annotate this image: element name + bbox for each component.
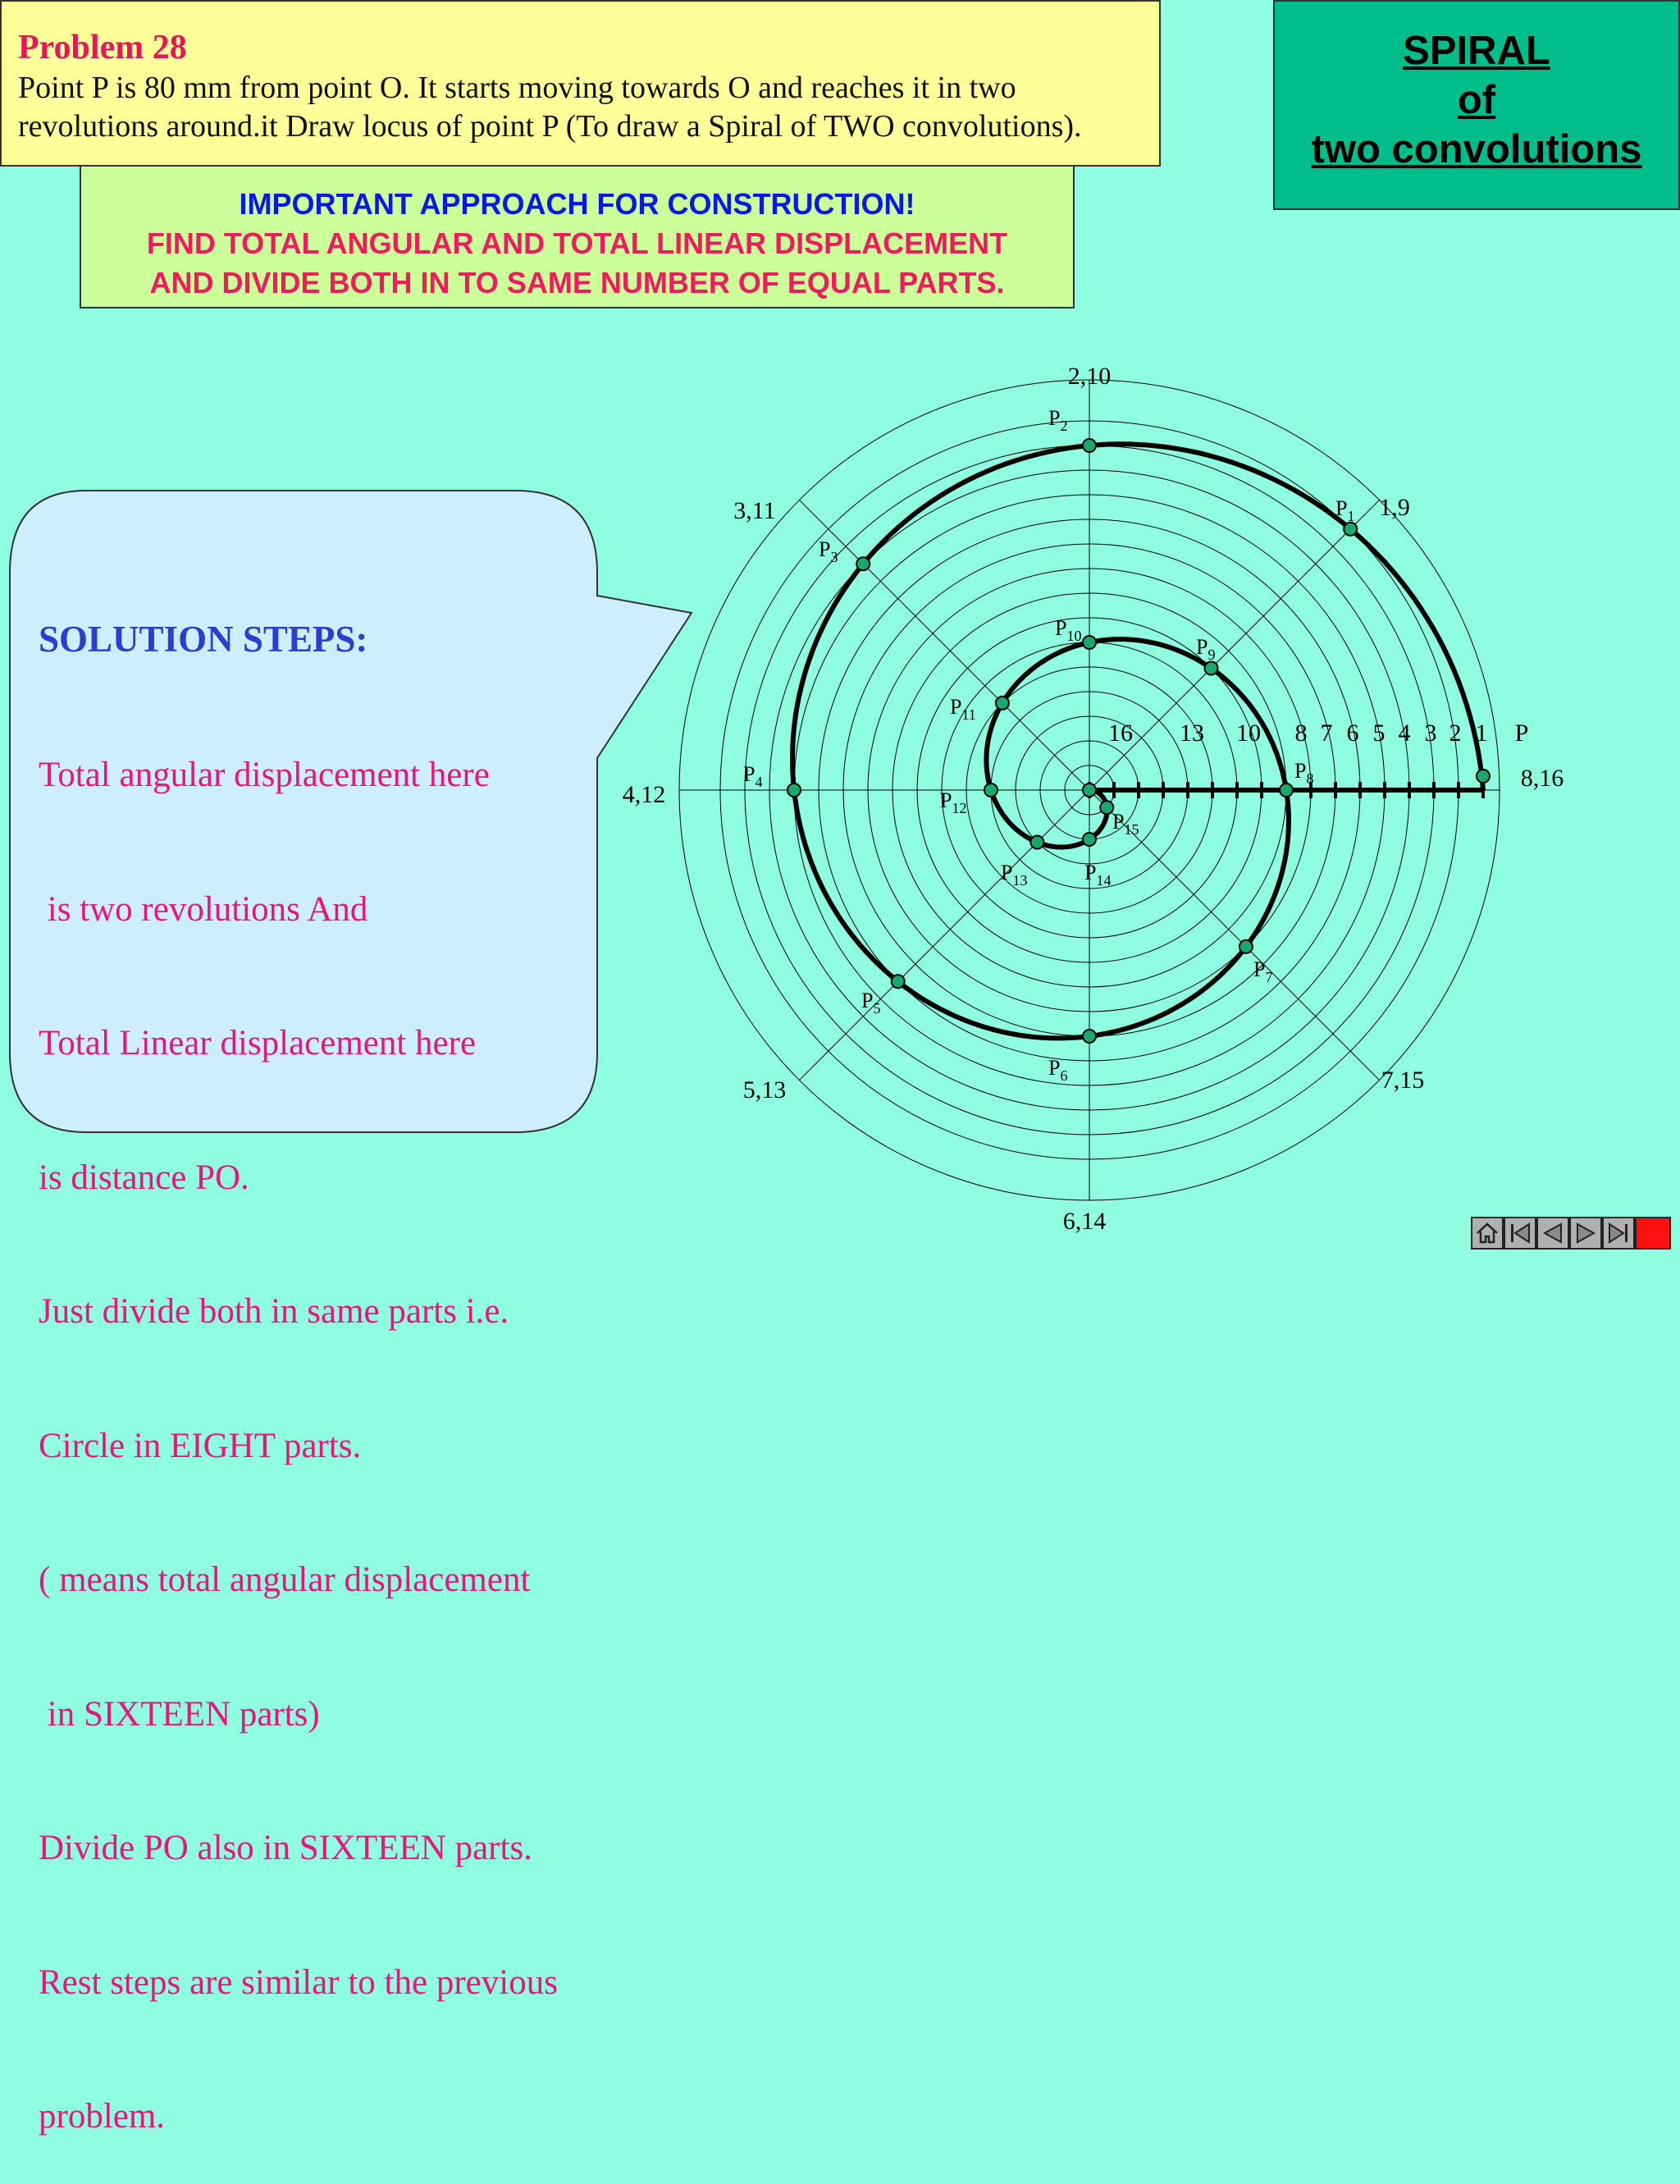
- steps-title: SOLUTION STEPS:: [39, 619, 368, 660]
- point-label: $P_6$: [1048, 1056, 1068, 1084]
- spiral-point: [1083, 636, 1096, 649]
- division-label: 10: [1236, 720, 1261, 747]
- point-label: $P_{15}$: [1112, 810, 1139, 838]
- step-line: in SIXTEEN parts): [39, 1694, 320, 1734]
- point-label: $P_2$: [1048, 406, 1068, 434]
- division-label: 3: [1424, 720, 1437, 747]
- last-slide-icon: [1606, 1221, 1631, 1245]
- home-button[interactable]: [1471, 1217, 1504, 1250]
- home-icon: [1475, 1221, 1500, 1245]
- division-label: 2: [1449, 720, 1462, 747]
- end-show-button[interactable]: [1635, 1217, 1671, 1250]
- spiral-point: [788, 784, 801, 797]
- division-label: 13: [1180, 720, 1204, 747]
- spiral-point: [1100, 801, 1113, 814]
- spiral-point: [1083, 439, 1096, 452]
- spiral-point: [1344, 523, 1357, 536]
- previous-slide-button[interactable]: [1536, 1217, 1569, 1250]
- approach-line-1: IMPORTANT APPROACH FOR CONSTRUCTION!: [239, 187, 915, 221]
- point-label: $P_8$: [1294, 759, 1314, 787]
- direction-label: 8,16: [1520, 765, 1564, 792]
- direction-label: 1,9: [1379, 494, 1410, 521]
- approach-line-2: FIND TOTAL ANGULAR AND TOTAL LINEAR DISPLACEMENT: [146, 226, 1008, 260]
- division-label: 6: [1346, 720, 1359, 747]
- direction-label: 2,10: [1067, 363, 1112, 390]
- problem-line-2: revolutions around.it Draw locus of point P (To draw a Spiral of TWO convolutions).: [18, 109, 1082, 144]
- division-label: 5: [1372, 720, 1386, 747]
- step-line: is two revolutions And: [39, 889, 368, 929]
- spiral-point: [984, 784, 998, 797]
- spiral-point: [1280, 784, 1293, 797]
- first-slide-button[interactable]: [1504, 1217, 1536, 1250]
- point-label: $P_7$: [1253, 957, 1273, 985]
- point-label: $P_4$: [743, 762, 763, 790]
- spiral-point: [1083, 833, 1096, 846]
- spiral-point: [1083, 784, 1096, 797]
- next-slide-icon: [1573, 1221, 1598, 1245]
- last-slide-button[interactable]: [1602, 1217, 1635, 1250]
- point-label: $P_{10}$: [1055, 616, 1082, 644]
- spiral-point: [996, 697, 1009, 710]
- radial-line: [1089, 500, 1380, 790]
- direction-label: 5,13: [742, 1076, 787, 1103]
- point-label: $P_1$: [1335, 496, 1355, 524]
- division-label: 16: [1108, 720, 1133, 747]
- spiral-point: [856, 557, 870, 570]
- step-line: Just divide both in same parts i.e.: [39, 1292, 509, 1331]
- step-line: Total angular displacement here: [39, 756, 490, 794]
- spiral-point: [1239, 940, 1253, 953]
- step-line: problem.: [39, 2097, 166, 2136]
- slide-navigation: [1471, 1217, 1671, 1253]
- spiral-point: [892, 975, 905, 988]
- step-line: Circle in EIGHT parts.: [39, 1426, 362, 1465]
- point-label: $P_{14}$: [1084, 861, 1112, 889]
- division-label: 8: [1294, 720, 1308, 747]
- step-line: ( means total angular displacement: [39, 1560, 531, 1599]
- start-point-p: [1477, 770, 1490, 783]
- step-line: Total Linear displacement here: [39, 1024, 477, 1062]
- problem-title: Problem 28: [18, 29, 187, 66]
- point-label: $P_{11}$: [950, 695, 976, 723]
- step-line: Divide PO also in SIXTEEN parts.: [39, 1829, 532, 1867]
- division-label: 1: [1475, 720, 1488, 747]
- title-line-2: of: [1457, 78, 1496, 122]
- step-line: is distance PO.: [39, 1158, 249, 1197]
- approach-line-3: AND DIVIDE BOTH IN TO SAME NUMBER OF EQUAL PARTS.: [149, 266, 1005, 299]
- spiral-point: [1205, 662, 1218, 675]
- point-label: $P_5$: [861, 989, 881, 1017]
- title-line-3: two convolutions: [1311, 127, 1642, 171]
- direction-label: 4,12: [622, 781, 666, 808]
- point-label: $P_9$: [1196, 635, 1216, 663]
- title-line-1: SPIRAL: [1403, 29, 1550, 73]
- radial-line: [799, 500, 1089, 790]
- diagram-labels: [623, 363, 1564, 1235]
- division-label: 7: [1320, 720, 1333, 747]
- point-label: $P_{13}$: [1001, 861, 1028, 889]
- direction-label: 3,11: [733, 497, 776, 524]
- spiral-point: [1083, 1030, 1096, 1043]
- spiral-point: [1030, 836, 1043, 849]
- first-slide-icon: [1508, 1221, 1532, 1245]
- next-slide-button[interactable]: [1569, 1217, 1602, 1250]
- previous-slide-icon: [1541, 1221, 1565, 1245]
- point-label: $P_{12}$: [940, 788, 967, 816]
- division-label: P: [1514, 720, 1529, 747]
- problem-line-1: Point P is 80 mm from point O. It starts moving towards O and reaches it in two: [18, 71, 1016, 105]
- division-label: 4: [1398, 720, 1411, 747]
- direction-label: 6,14: [1062, 1208, 1107, 1235]
- step-line: Rest steps are similar to the previous: [39, 1962, 558, 2002]
- point-label: $P_3$: [819, 537, 838, 565]
- direction-label: 7,15: [1381, 1067, 1425, 1094]
